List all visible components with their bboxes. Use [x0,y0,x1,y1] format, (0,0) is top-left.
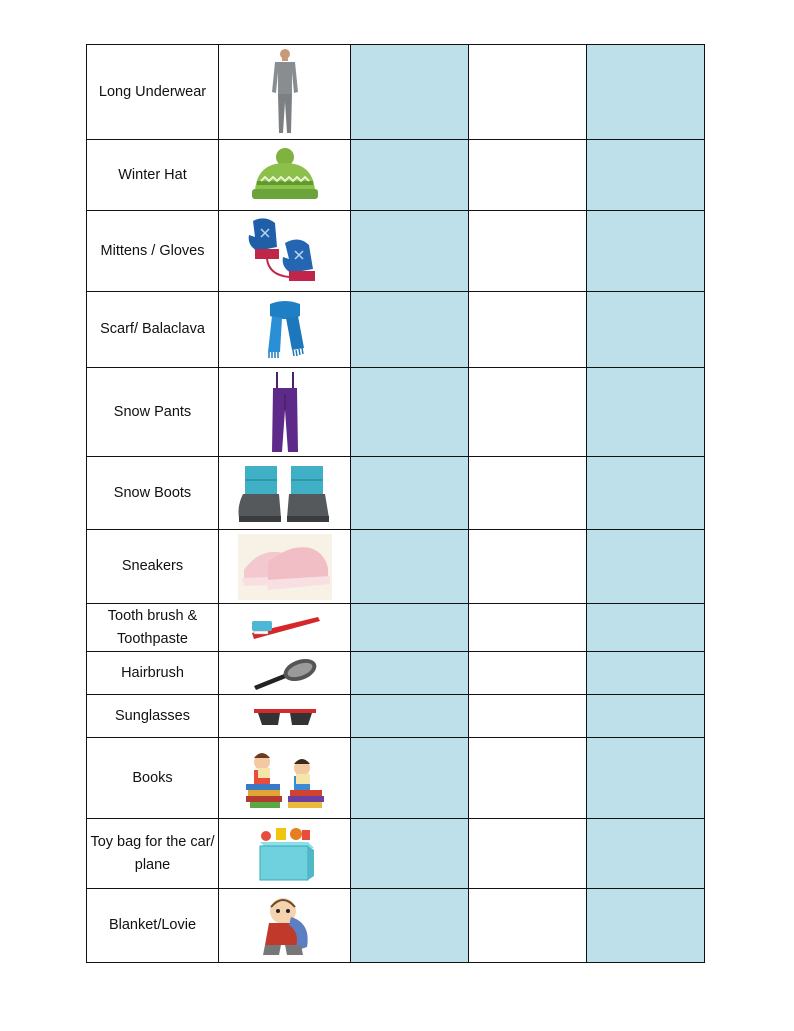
mittens-icon [245,215,325,287]
check-cell[interactable] [587,695,705,738]
table-row [87,292,705,368]
check-cell[interactable] [351,140,469,211]
table-row [87,211,705,292]
check-cell[interactable] [469,695,587,738]
item-label: Sunglasses [87,695,219,738]
check-cell[interactable] [587,292,705,368]
item-label: Snow Pants [87,368,219,457]
check-cell[interactable] [469,45,587,140]
item-label: Sneakers [87,530,219,604]
item-picture [219,530,351,604]
check-cell[interactable] [469,211,587,292]
item-label: Tooth brush & Toothpaste [87,604,219,652]
sunglasses-icon [252,705,318,727]
item-picture [219,604,351,652]
long-underwear-icon [265,47,305,137]
item-label: Mittens / Gloves [87,211,219,292]
item-picture [219,140,351,211]
item-picture [219,211,351,292]
check-cell[interactable] [469,652,587,695]
table-row [87,45,705,140]
item-picture [219,45,351,140]
item-label: Winter Hat [87,140,219,211]
check-cell[interactable] [469,368,587,457]
check-cell[interactable] [351,368,469,457]
item-picture [219,695,351,738]
table-row [87,604,705,652]
check-cell[interactable] [351,604,469,652]
check-cell[interactable] [587,889,705,963]
sneakers-icon [238,534,332,600]
check-cell[interactable] [587,530,705,604]
check-cell[interactable] [351,292,469,368]
check-cell[interactable] [587,368,705,457]
item-label: Books [87,738,219,819]
check-cell[interactable] [469,819,587,889]
check-cell[interactable] [351,652,469,695]
table-row [87,738,705,819]
item-picture [219,738,351,819]
table-row [87,457,705,530]
check-cell[interactable] [351,45,469,140]
check-cell[interactable] [587,819,705,889]
check-cell[interactable] [351,819,469,889]
toy-bag-icon [252,824,318,884]
toothbrush-icon [248,611,322,645]
item-picture [219,457,351,530]
check-cell[interactable] [587,45,705,140]
check-cell[interactable] [469,457,587,530]
table-row [87,652,705,695]
item-picture [219,368,351,457]
item-picture [219,292,351,368]
table-row [87,889,705,963]
item-label: Snow Boots [87,457,219,530]
check-cell[interactable] [351,695,469,738]
check-cell[interactable] [469,889,587,963]
blanket-icon [255,893,315,959]
books-icon [244,744,326,812]
item-label: Hairbrush [87,652,219,695]
check-cell[interactable] [351,889,469,963]
check-cell[interactable] [469,140,587,211]
item-label: Toy bag for the car/ plane [87,819,219,889]
winter-hat-icon [247,147,323,203]
check-cell[interactable] [469,738,587,819]
table-row [87,140,705,211]
check-cell[interactable] [351,738,469,819]
item-label: Long Underwear [87,45,219,140]
table-row [87,530,705,604]
check-cell[interactable] [351,211,469,292]
check-cell[interactable] [587,140,705,211]
check-cell[interactable] [587,652,705,695]
snow-pants-icon [265,370,305,454]
item-picture [219,889,351,963]
scarf-icon [260,298,310,362]
check-cell[interactable] [469,604,587,652]
check-cell[interactable] [351,457,469,530]
item-picture [219,652,351,695]
table-row [87,368,705,457]
item-picture [219,819,351,889]
check-cell[interactable] [351,530,469,604]
check-cell[interactable] [587,738,705,819]
hairbrush-icon [250,656,320,690]
check-cell[interactable] [587,457,705,530]
item-label: Scarf/ Balaclava [87,292,219,368]
packing-checklist-table [86,44,705,963]
check-cell[interactable] [469,530,587,604]
snow-boots-icon [237,460,333,526]
check-cell[interactable] [587,604,705,652]
check-cell[interactable] [587,211,705,292]
item-label: Blanket/Lovie [87,889,219,963]
check-cell[interactable] [469,292,587,368]
table-row [87,695,705,738]
table-row [87,819,705,889]
